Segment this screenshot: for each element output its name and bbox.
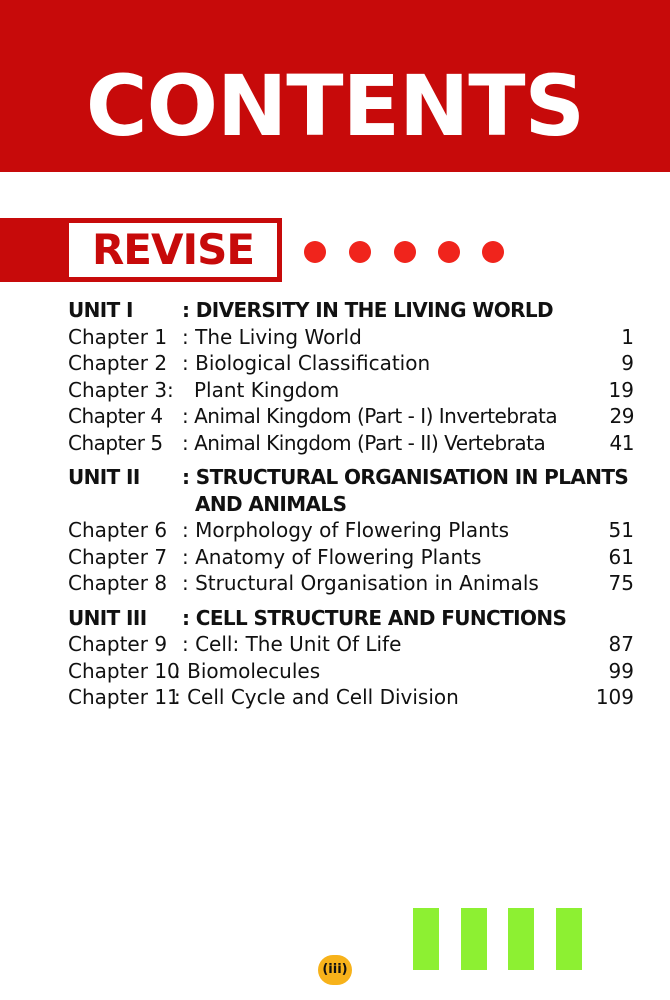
chapter-label: Chapter 4 [68, 404, 163, 428]
chapter-title: : Anatomy of Flowering Plants [182, 544, 482, 569]
unit-row-1 [68, 297, 634, 324]
chapter-page: 99 [608, 658, 634, 683]
chapter-label: Chapter 6 [68, 518, 168, 542]
unit-row-3 [68, 605, 634, 632]
chapter-row[interactable] [68, 350, 634, 377]
chapter-title: : Animal Kingdom (Part - I) Invertebrata [182, 404, 558, 428]
unit-label: UNIT I [68, 298, 133, 322]
unit-title: : DIVERSITY IN THE LIVING WORLD [182, 298, 554, 322]
chapter-row[interactable] [68, 517, 634, 544]
chapter-label: Chapter 3: [68, 377, 174, 402]
chapter-row[interactable] [68, 658, 634, 685]
chapter-title: : Biological Classification [182, 351, 431, 375]
chapter-page: 9 [621, 351, 634, 375]
chapter-page: 75 [608, 571, 634, 595]
chapter-title: : Structural Organisation in Animals [182, 571, 539, 595]
chapter-page: 61 [608, 544, 634, 569]
dot-icon [394, 241, 416, 263]
table-of-contents [68, 297, 634, 711]
chapter-page: 1 [621, 324, 634, 349]
chapter-row[interactable] [68, 324, 634, 351]
chapter-label: Chapter 11 [68, 685, 180, 709]
decor-bar [556, 908, 582, 970]
chapter-title: : Biomolecules [174, 658, 321, 683]
chapter-page: 51 [608, 518, 634, 542]
decor-bar [508, 908, 534, 970]
unit-title: : CELL STRUCTURE AND FUNCTIONS [182, 605, 567, 630]
unit-row-2-cont [68, 491, 634, 518]
page-title: CONTENTS [85, 57, 585, 155]
section-label: REVISE [91, 225, 255, 274]
chapter-title: : Cell Cycle and Cell Division [174, 685, 459, 709]
chapter-row[interactable] [68, 544, 634, 571]
chapter-page: 29 [609, 404, 634, 428]
chapter-row[interactable] [68, 570, 634, 597]
chapter-title: : Morphology of Flowering Plants [182, 518, 510, 542]
chapter-page: 109 [595, 685, 634, 709]
dot-icon [482, 241, 504, 263]
chapter-label: Chapter 8 [68, 571, 168, 595]
chapter-row[interactable] [68, 631, 634, 658]
decor-bar [461, 908, 487, 970]
chapter-row[interactable] [68, 430, 634, 457]
chapter-page: 19 [608, 377, 634, 402]
unit-title: : STRUCTURAL ORGANISATION IN PLANTS [182, 465, 629, 489]
decor-bar [413, 908, 439, 970]
dot-icon [438, 241, 460, 263]
page-number: (iii) [318, 955, 352, 985]
chapter-title: : Animal Kingdom (Part - II) Vertebrata [182, 430, 546, 455]
chapter-title: : Cell: The Unit Of Life [182, 632, 402, 656]
dot-icon [304, 241, 326, 263]
chapter-label: Chapter 10 [68, 658, 180, 683]
unit-title-continued: AND ANIMALS [195, 491, 347, 516]
chapter-label: Chapter 1 [68, 324, 168, 349]
chapter-label: Chapter 9 [68, 632, 168, 656]
dot-icon [349, 241, 371, 263]
chapter-row[interactable] [68, 684, 634, 711]
unit-label: UNIT III [68, 605, 147, 630]
chapter-page: 87 [608, 632, 634, 656]
chapter-title: : The Living World [182, 324, 362, 349]
chapter-title: Plant Kingdom [194, 377, 340, 402]
chapter-row[interactable] [68, 403, 634, 430]
chapter-page: 41 [609, 430, 634, 455]
unit-label: UNIT II [68, 465, 140, 489]
chapter-label: Chapter 7 [68, 544, 168, 569]
unit-row-2 [68, 464, 634, 491]
chapter-label: Chapter 5 [68, 430, 163, 455]
chapter-row[interactable] [68, 377, 634, 404]
chapter-label: Chapter 2 [68, 351, 168, 375]
